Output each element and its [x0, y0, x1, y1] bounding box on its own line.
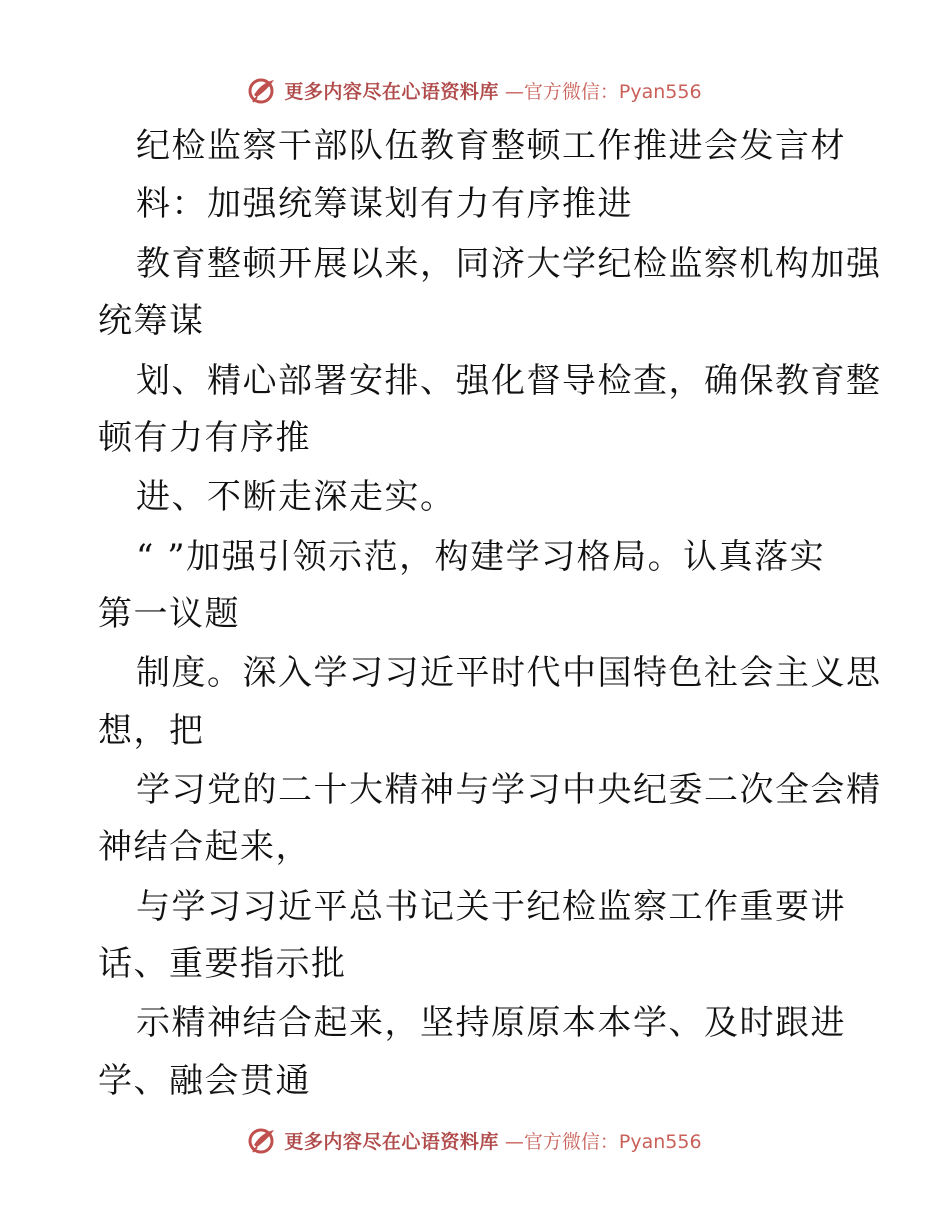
watermark-site-text: 更多内容尽在心语资料库 — [284, 1130, 499, 1153]
paragraph-line: 第一议题 — [98, 594, 240, 634]
footer-watermark — [0, 1120, 950, 1160]
watermark-contact-text: —官方微信：Pyan556 — [504, 80, 702, 103]
pen-logo-icon — [248, 1125, 278, 1155]
title-line-2: 料：加强统筹谋划有力有序推进 — [136, 184, 633, 224]
paragraph-line: 学、融会贯通 — [98, 1061, 311, 1101]
paragraph-line: 与学习习近平总书记关于纪检监察工作重要讲 — [136, 887, 846, 927]
paragraph-line: 神结合起来， — [98, 827, 311, 867]
paragraph-line: 制度。深入学习习近平时代中国特色社会主义思 — [136, 653, 882, 693]
paragraph-line: 示精神结合起来，坚持原原本本学、及时跟进 — [136, 1003, 846, 1043]
paragraph-line: 统筹谋 — [98, 301, 205, 341]
watermark-contact-text: —官方微信：Pyan556 — [504, 1130, 702, 1153]
paragraph-line: “ ”加强引领示范，构建学习格局。认真落实 — [136, 537, 826, 577]
paragraph-line: 教育整顿开展以来，同济大学纪检监察机构加强 — [136, 244, 882, 284]
paragraph-line: 学习党的二十大精神与学习中央纪委二次全会精 — [136, 770, 882, 810]
paragraph-line: 话、重要指示批 — [98, 944, 347, 984]
title-line-1: 纪检监察干部队伍教育整顿工作推进会发言材 — [136, 126, 846, 166]
paragraph-line: 划、精心部署安排、强化督导检查，确保教育整 — [136, 361, 882, 401]
watermark-site-text: 更多内容尽在心语资料库 — [284, 80, 499, 103]
header-watermark — [0, 70, 950, 110]
pen-logo-icon — [248, 75, 278, 105]
paragraph-line: 顿有力有序推 — [98, 418, 311, 458]
paragraph-line: 进、不断走深走实。 — [136, 477, 456, 517]
paragraph-line: 想，把 — [98, 711, 205, 751]
